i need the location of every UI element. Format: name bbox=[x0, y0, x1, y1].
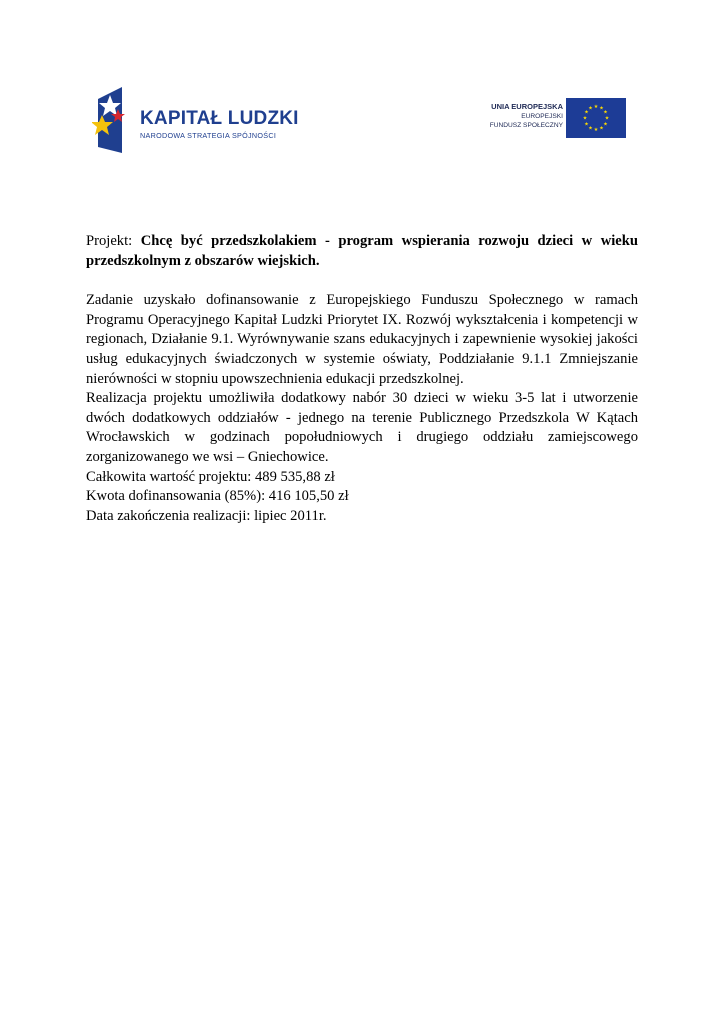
svg-text:★: ★ bbox=[599, 125, 604, 132]
logo-subtitle: NARODOWA STRATEGIA SPÓJNOŚCI bbox=[140, 131, 277, 140]
funding-paragraph: Zadanie uzyskało dofinansowanie z Europejskiego Funduszu Społecznego w ramach Programu Operacyjnego Kapitał Ludzki Priorytet IX. Rozwój wykształcenia i kompetencji w regionach, Działanie 9.1. Wyrównywanie szans edukacyjnych i zapewnienie wysokiej jakości usług edukacyjnych świadczonych w systemie oświaty, Poddziałanie 9.1.1 Zmniejszanie nierówności w stopniu upowszechnienia edukacji przedszkolnej. bbox=[86, 292, 638, 387]
eu-logo-line2: EUROPEJSKI bbox=[521, 113, 563, 120]
logo-title: KAPITAŁ LUDZKI bbox=[140, 108, 299, 129]
kapital-ludzki-star-mark-icon bbox=[92, 87, 128, 153]
funding-amount-line: Kwota dofinansowania (85%): 416 105,50 zł bbox=[86, 488, 349, 505]
svg-text:★: ★ bbox=[588, 105, 593, 112]
svg-text:★: ★ bbox=[584, 121, 589, 128]
end-date-line: Data zakończenia realizacji: lipiec 2011r. bbox=[86, 507, 327, 524]
total-value-line: Całkowita wartość projektu: 489 535,88 zł bbox=[86, 468, 335, 485]
project-heading bbox=[86, 232, 638, 271]
svg-text:★: ★ bbox=[599, 105, 604, 112]
svg-text:★: ★ bbox=[588, 125, 593, 132]
svg-text:★: ★ bbox=[603, 109, 608, 116]
svg-text:★: ★ bbox=[582, 115, 588, 122]
project-label: Projekt: bbox=[86, 233, 133, 249]
svg-text:★: ★ bbox=[593, 127, 599, 133]
realization-paragraph: Realizacja projektu umożliwiła dodatkowy nabór 30 dzieci w wieku 3-5 lat i utworzenie dwóch dodatkowych oddziałów - jednego na terenie Publicznego Przedszkola W Kątach Wrocławskich w godzinach popołudniowych i drugiego oddziału zamiejscowego zorganizowanego we wsi – Gniechowice. bbox=[86, 390, 638, 465]
svg-text:★: ★ bbox=[593, 104, 599, 110]
eu-logo-line3: FUNDUSZ SPOŁECZNY bbox=[489, 122, 563, 129]
kapital-ludzki-logo bbox=[92, 87, 299, 153]
document-body bbox=[86, 232, 638, 526]
svg-text:★: ★ bbox=[584, 109, 589, 116]
eu-logo bbox=[470, 98, 630, 142]
eu-logo-text bbox=[490, 102, 563, 130]
project-title: Chcę być przedszkolakiem - program wspierania rozwoju dzieci w wieku przedszkolnym z obszarów wiejskich. bbox=[86, 233, 638, 269]
svg-text:★: ★ bbox=[603, 121, 608, 128]
svg-text:★: ★ bbox=[604, 115, 610, 122]
eu-flag-icon bbox=[566, 98, 626, 138]
eu-logo-line1: UNIA EUROPEJSKA bbox=[491, 102, 563, 111]
